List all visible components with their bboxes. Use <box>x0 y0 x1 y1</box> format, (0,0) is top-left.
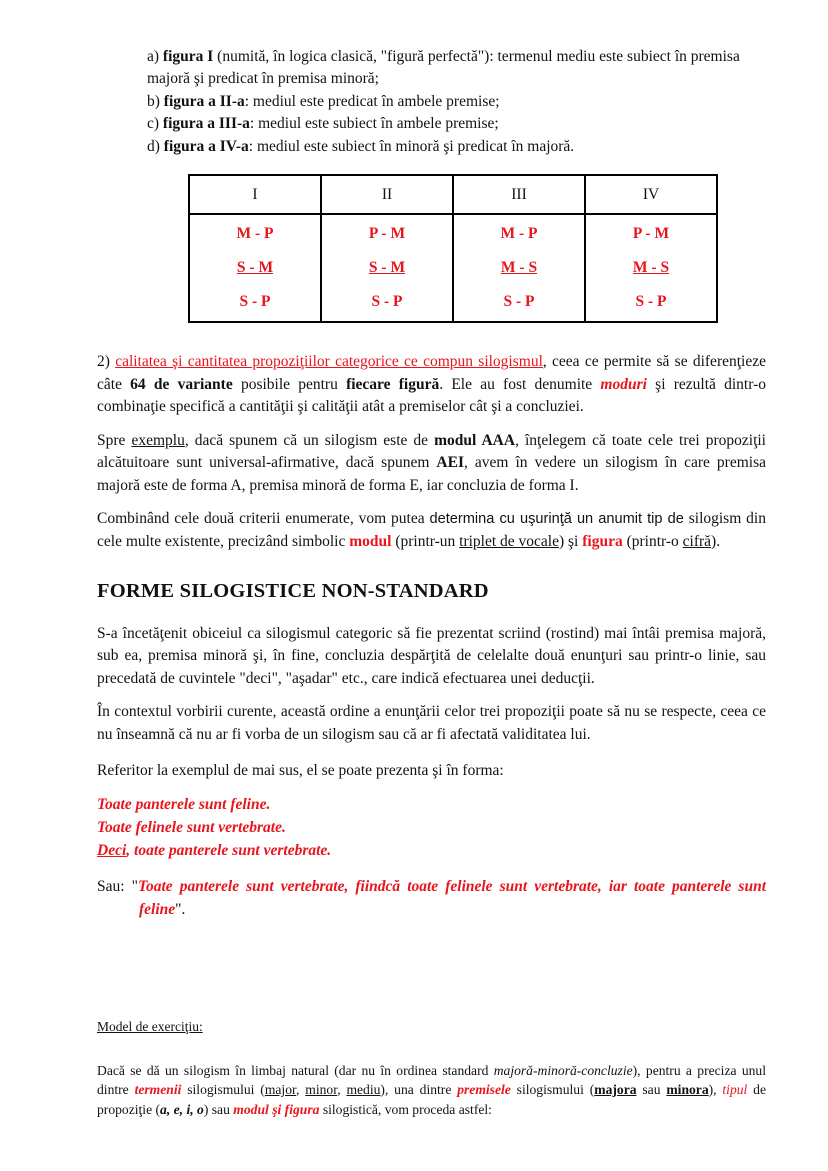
text-run: Dacă se dă un silogism în limbaj natural (dar nu în ordinea standard <box>97 1062 494 1078</box>
text-run: : mediul este predicat în ambele premise; <box>244 92 500 110</box>
text-run: minor <box>305 1082 338 1098</box>
text-run: , avem în vedere un silogism în care premisa majoră este de forma A, premisa minoră de forma E, iar concluzia de forma I. <box>97 454 766 494</box>
text-run: silogistică, vom proceda astfel: <box>319 1101 492 1117</box>
text-run: a, e, i, o <box>160 1101 204 1117</box>
syllogism-example-line-2 <box>97 817 766 840</box>
table-body-row <box>189 214 717 322</box>
minor-premise-schema: M - S <box>632 259 670 277</box>
text-run: b) <box>147 92 164 110</box>
text-run: Toate panterele sunt vertebrate, fiindcă toate felinele sunt vertebrate, iar toate panterele sunt feline <box>137 878 767 918</box>
text-run: exemplu <box>131 431 185 449</box>
text-run: Toate panterele sunt feline. <box>97 795 271 813</box>
text-run: ), una dintre <box>380 1082 458 1098</box>
syllogism-example-block <box>97 794 766 863</box>
alternative-form-sentence <box>97 876 766 921</box>
text-run: (printr-un <box>391 532 460 550</box>
text-run: c) <box>147 115 163 133</box>
figure-3-schema-cell <box>453 214 585 322</box>
text-run: silogismului ( <box>510 1082 595 1098</box>
figure-definitions-list <box>147 46 766 158</box>
conclusion-schema: S - P <box>503 293 535 311</box>
text-run: , înţelegem că toate cele trei propoziţii alcătuitoare sunt universal-afirmative, dacă spunem <box>97 431 766 472</box>
text-run: Referitor la exemplul de mai sus, el se poate prezenta şi în forma: <box>97 762 504 780</box>
text-run: a) <box>147 48 163 65</box>
figure-4-schema-cell <box>585 214 717 322</box>
conclusion-schema: S - P <box>239 293 271 311</box>
text-run: figura a III-a <box>162 115 250 133</box>
text-run: Spre <box>97 431 132 449</box>
paragraph-example-modes <box>97 430 766 497</box>
figure-2-schema-cell <box>321 214 453 322</box>
text-run: ) sau <box>203 1101 234 1117</box>
text-run: fiecare figură <box>346 375 440 393</box>
text-run: modul <box>349 532 392 550</box>
text-run: moduri <box>600 375 647 393</box>
section-heading: FORME SILOGISTICE NON-STANDARD <box>97 580 489 603</box>
syllogism-example-line-1 <box>97 794 766 817</box>
minor-premise-schema: S - M <box>368 259 406 277</box>
text-run: , ceea ce permite să se diferenţieze câte <box>97 353 766 393</box>
text-run: silogism din cele multe existente, precizând simbolic <box>97 510 766 550</box>
minor-premise-schema: M - S <box>500 259 538 277</box>
text-run: Toate felinele sunt vertebrate. <box>97 818 286 836</box>
text-run: minora <box>666 1082 709 1098</box>
text-run: figura a II-a <box>163 92 245 110</box>
exercise-model-label: Model de exerciţiu: <box>97 1019 203 1035</box>
text-run: : mediul este subiect în minoră şi predicat în majoră. <box>248 137 575 155</box>
conclusion-schema: S - P <box>635 293 667 311</box>
text-run: : mediul este subiect în ambele premise; <box>249 115 499 133</box>
text-run: majora <box>594 1082 637 1098</box>
text-run: 2) <box>97 353 116 371</box>
text-run: modul AAA <box>434 431 516 449</box>
major-premise-schema: P - M <box>368 225 406 243</box>
major-premise-schema: M - P <box>236 225 274 243</box>
text-run: , toate panterele sunt vertebrate. <box>126 841 332 859</box>
figure-1-schema-cell <box>189 214 321 322</box>
text-run: silogismului ( <box>181 1082 265 1098</box>
text-run: Sau: " <box>97 878 138 896</box>
text-run: (printr-o <box>622 532 683 550</box>
conclusion-schema: S - P <box>371 293 403 311</box>
figure-definition-item-c <box>147 113 766 135</box>
text-run: (numită, în logica clasică, "figură perfectă"): termenul mediu este subiect în premisa majoră şi predicat în premisa minoră; <box>147 48 740 88</box>
figure-definition-item-d <box>147 136 766 158</box>
text-run: posibile pentru <box>232 375 347 393</box>
text-run: În contextul vorbirii curente, această ordine a enunţării celor trei propoziţii poate să nu se respecte, ceea ce nu înseamnă că nu ar fi vorba de un silogism sau că ar fi afectată validitatea lui. <box>97 703 766 743</box>
text-run: Deci <box>97 841 127 859</box>
text-run: , dacă spunem că un silogism este de <box>184 431 435 449</box>
table-header-figure-2: II <box>321 175 453 214</box>
text-run: tipul <box>722 1082 748 1098</box>
table-header-figure-3: III <box>453 175 585 214</box>
text-run: AEI <box>436 454 464 472</box>
text-run: major <box>264 1082 296 1098</box>
text-run: calitatea şi cantitatea propoziţiilor categorice ce compun silogismul <box>115 353 543 371</box>
text-run: ". <box>175 900 186 918</box>
table-header-figure-4: IV <box>585 175 717 214</box>
text-run: sau <box>636 1082 667 1098</box>
paragraph-nonstandard-order <box>97 701 766 746</box>
text-run: cifră <box>682 532 712 550</box>
syllogism-figures-table <box>188 174 718 323</box>
figure-definition-item-b <box>147 91 766 113</box>
exercise-intro-paragraph <box>97 1061 766 1119</box>
minor-premise-schema: S - M <box>236 259 274 277</box>
paragraph-nonstandard-custom <box>97 623 766 690</box>
text-run: d) <box>147 137 164 155</box>
text-run: modul şi figura <box>233 1101 320 1117</box>
text-run: 64 de variante <box>130 375 233 393</box>
text-run: Combinând cele două criterii enumerate, vom putea <box>97 510 430 528</box>
text-run: majoră-minoră-concluzie <box>493 1062 633 1078</box>
paragraph-combining-criteria <box>97 508 766 553</box>
text-run: , <box>296 1082 306 1098</box>
text-run: figura a IV-a <box>163 137 249 155</box>
text-run: ), pentru a preciza unul dintre <box>97 1062 766 1098</box>
table-header-figure-1: I <box>189 175 321 214</box>
syllogism-example-line-3 <box>97 840 766 863</box>
text-run: figura I <box>162 48 214 65</box>
text-run: . Ele au fost denumite <box>439 375 601 393</box>
text-run: figura <box>582 532 623 550</box>
table-header-row <box>189 175 717 214</box>
major-premise-schema: M - P <box>500 225 538 243</box>
paragraph-quality-quantity <box>97 351 766 418</box>
text-run: de propoziţie ( <box>97 1082 767 1117</box>
text-run: mediu <box>346 1082 381 1098</box>
figure-definition-item-a <box>147 46 766 91</box>
text-run: termenii <box>134 1082 182 1098</box>
text-run: , <box>337 1082 347 1098</box>
text-run: ). <box>711 532 721 550</box>
text-run: ) şi <box>558 532 583 550</box>
text-run: triplet de vocale <box>459 532 559 550</box>
text-run: S-a încetăţenit obiceiul ca silogismul categoric să fie prezentat scriind (rostind) mai întâi premisa majoră, sub ea, premisa minoră şi, în fine, concluzia despărţită de celelalte două enunţuri sau printr-o linie, sau precedată de cuvintele "deci", "aşadar" etc., care indică efectuarea unei deducţii. <box>97 624 766 687</box>
text-run: şi rezultă dintr-o combinaţie specifică a cantităţii şi calităţii atât a premiselor cât şi a concluziei. <box>97 375 766 416</box>
text-run: ), <box>708 1082 723 1098</box>
paragraph-referring-example <box>97 760 766 782</box>
major-premise-schema: P - M <box>632 225 670 243</box>
text-run: determina cu uşurinţă un anumit tip de <box>429 511 684 528</box>
text-run: premisele <box>457 1082 511 1098</box>
